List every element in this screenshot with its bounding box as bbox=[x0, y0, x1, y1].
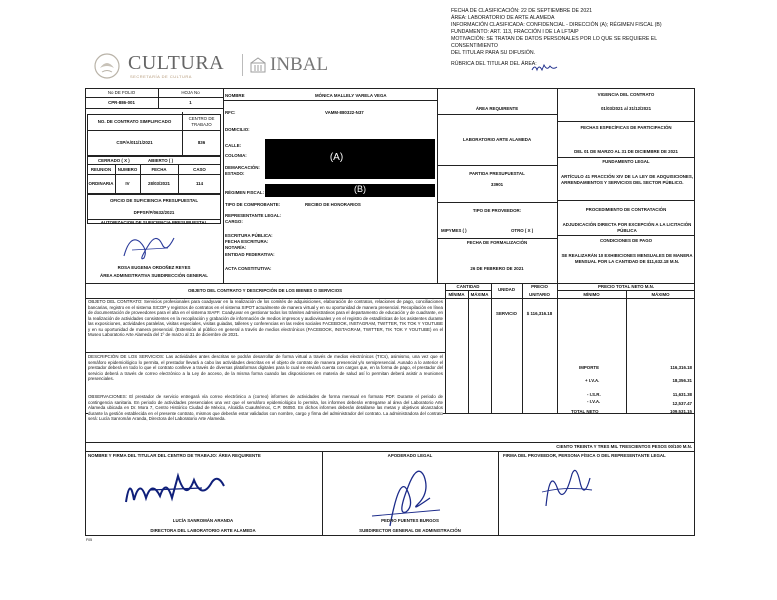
regimen-label: RÉGIMEN FISCAL: bbox=[225, 190, 265, 195]
classification-info: INFORMACIÓN CLASIFICADA: CONFIDENCIAL - DIRECCIÓN (A); RÉGIMEN FISCAL (B) bbox=[451, 22, 662, 29]
classification-basis: FUNDAMENTO: ART. 113, FRACCIÓN I DE LA LFTAIP bbox=[451, 29, 579, 36]
autorizacion-label: AUTORIZACION DE SUFICIENCIA PRESUPUESTAL bbox=[100, 220, 208, 225]
hoja-value: 1 bbox=[189, 100, 192, 105]
procedimiento-label: PROCEDIMIENTO DE CONTRATACIÓN bbox=[585, 207, 667, 212]
entidad-label: ENTIDAD FEDERATIVA: bbox=[225, 252, 275, 257]
classification-signature-label: RÚBRICA DEL TITULAR DEL ÁREA: bbox=[451, 61, 537, 68]
maximo-header: MÁXIMO bbox=[651, 292, 670, 297]
caso-header: CASO bbox=[193, 167, 206, 172]
footer-code: F05 bbox=[86, 538, 93, 542]
oficio-value: DPPSF/P/0632/2021 bbox=[133, 210, 175, 215]
area-requirente-label: ÁREA REQUIRENTE bbox=[475, 106, 519, 111]
total-value: 109,531.15 bbox=[670, 409, 692, 414]
contrato-label: NO. DE CONTRATO SIMPLIFICADO bbox=[97, 119, 172, 124]
cargo-label: CARGO: bbox=[225, 219, 243, 224]
inbal-logo bbox=[250, 54, 340, 76]
fundamento-label: FUNDAMENTO LEGAL bbox=[602, 159, 650, 164]
total-label: TOTAL NETO bbox=[571, 409, 599, 414]
objeto-header: OBJETO DEL CONTRATO Y DESCRIPCIÓN DE LOS BIENES O SERVICIOS bbox=[187, 288, 343, 293]
authorization-title: ÁREA ADMINISTRATIVA SUBDIRECCIÓN GENERAL bbox=[100, 273, 208, 278]
mipymes-checkbox: MIPYMES ( ) bbox=[441, 228, 467, 233]
cultura-wordmark: CULTURA bbox=[128, 52, 225, 74]
nombre-value: MÓNICA MALLELY VARELA VEGA bbox=[315, 93, 387, 98]
representante-label: REPRESENTANTE LEGAL: bbox=[225, 213, 282, 218]
area-requirente-value: LABORATORIO ARTE ALAMEDA bbox=[462, 137, 532, 142]
escritura-label: ESCRITURA PÚBLICA: bbox=[225, 233, 273, 238]
caso-value: 114 bbox=[195, 181, 204, 186]
importe-value: 116,316.18 bbox=[670, 365, 692, 370]
centro-value: 836 bbox=[197, 140, 206, 145]
fechas-label: FECHAS ESPECÍFICAS DE PARTICIPACIÓN bbox=[580, 125, 672, 130]
authorization-name: ROSA EUGENIA ORDOÑEZ REYES bbox=[117, 265, 191, 270]
minimo-header: MÍNIMO bbox=[583, 292, 600, 297]
ret-iva-label: - I.V.A. bbox=[587, 399, 601, 404]
inbal-wordmark: INBAL bbox=[270, 54, 329, 75]
isr-value: 11,631.38 bbox=[672, 392, 692, 397]
classification-motive-2: DEL TITULAR PARA SU DIFUSIÓN. bbox=[451, 50, 536, 57]
servicio-value: SERVICIO bbox=[496, 311, 517, 316]
pago-value: SE REALIZARÁN 10 EXHIBICIONES MENSUALES DE MANERA MENSUAL POR LA CANTIDAD DE $11,632.18 M.N. bbox=[561, 253, 693, 264]
hoja-label: HOJA No bbox=[181, 90, 200, 95]
classification-block bbox=[451, 8, 681, 68]
rfc-value: VAMM-880322-N37 bbox=[325, 110, 364, 115]
tipo-comprobante-value: RECIBO DE HONORARIOS bbox=[305, 202, 361, 207]
cerrado-checkbox: CERRADO ( X ) bbox=[98, 158, 130, 163]
folio-label: No DE FOLIO bbox=[107, 90, 136, 95]
estado-label: ESTADO: bbox=[225, 171, 245, 176]
fecha-escritura-label: FECHA ESCRITURA: bbox=[225, 239, 269, 244]
centro-label: CENTRO DE TRABAJO bbox=[188, 116, 215, 127]
classification-area: ÁREA: LABORATORIO DE ARTE ALAMEDA bbox=[451, 15, 555, 22]
reunion-value: ORDINARIA bbox=[88, 181, 114, 186]
oficio-label: OFICIO DE SUFICIENCIA PRESUPUESTAL bbox=[109, 198, 199, 203]
objeto-text: OBJETO DEL CONTRATO: Servicios profesionales para coadyuvar en la realización de los comités de adquisiciones, elaboración de contratos, relaciones de pago, conciliaciones bancarias, registro en el sistema SICOP y registros de contratos en el sistema SIPOT actualmente de manera virtual y en su oportunidad de manera presencial. Recopilación en línea de documentación de proveedores para el alta en el sistema SIAFF. Coadyuvar en gestionar todos los trámites administrativos para el departamento de educación y de cuadrante, en la realización de actividades consistentes en la recopilación y grabación de información de medios impresos y audiovisuales y en el registro de estadísticas de los asistentes durante las exposiciones, actividades paralelas, visitas especiales, visitas guiadas, talleres y conferencias en las redes sociales FACEBOOK, INSTAGRAM, TWITTER, TIK TOK Y YOUTUBE y en su oportunidad de manera presencial. (Extensión al público en general a través de medios electrónicos (FACEBOOK, INSTAGRAM, TWITTER, TIK TOK Y YOUTUBE) en el Museo Laboratorio Arte Alameda del 1º de marzo al 31 de diciembre de 2021. bbox=[88, 299, 443, 337]
cultura-logo bbox=[92, 52, 232, 80]
total-in-words: CIENTO TREINTA Y TRES MIL TRESCIENTOS PESOS 00/100 M.N. bbox=[556, 444, 692, 449]
notaria-label: NOTARÍA: bbox=[225, 245, 247, 250]
tipo-proveedor-label: TIPO DE PROVEEDOR: bbox=[472, 208, 522, 213]
provider-signature-icon bbox=[536, 460, 596, 512]
importe-label: IMPORTE bbox=[579, 365, 600, 370]
procedimiento-value: ADJUDICACIÓN DIRECTA POR EXCEPCIÓN A LA LICITACIÓN PÚBLICA bbox=[562, 222, 692, 233]
acta-label: ACTA CONSTITUTIVA: bbox=[225, 266, 272, 271]
area-signature-label: NOMBRE Y FIRMA DEL TITULAR DEL CENTRO DE TRABAJO: ÁREA REQUIRENTE bbox=[88, 453, 261, 458]
redaction-mark-b: (B) bbox=[354, 184, 366, 194]
vigencia-label: VIGENCIA DEL CONTRATO bbox=[597, 92, 655, 97]
abierto-checkbox: ABIERTO ( ) bbox=[148, 158, 174, 163]
observaciones-text: OBSERVACIONES: El prestador de servicio entregará vía correo electrónico a (correo) informes de actividades de forma mensual en formato PDF. Durante el periodo de contingencia sanitaria. En periodo de actividades presenciales una vez que el semáforo epidemiológico lo permita, los informes deberán entregarse al área del Laboratorio Arte Alameda ubicada en Dr. Mora 7, Centro Histórico Ciudad de México, Alcaldía Cuauhtémoc, C.P. 06050. En dichos informes deberán detallarse las metas y objetivos alcanzados durante la gestión establecida en el presente contrato, mismos que deberán estar validados con nombre, cargo y firma del administrador del contrato. La administradora del contrato será: Lucía Sanromán Aranda, Directora del Laboratorio Arte Alameda. bbox=[88, 394, 443, 421]
domicilio-label: DOMICILIO: bbox=[225, 127, 250, 132]
fecha-header: FECHA bbox=[151, 167, 167, 172]
legal-signer-name: PEDRO FUENTES BURGOS bbox=[381, 518, 439, 523]
partida-label: PARTIDA PRESUPUESTAL bbox=[469, 171, 525, 176]
colonia-label: COLONIA: bbox=[225, 153, 247, 158]
ret-iva-value: 12,537.47 bbox=[672, 401, 692, 406]
minima-header: MÍNIMA bbox=[448, 292, 465, 297]
unidad-header: UNIDAD bbox=[497, 287, 516, 292]
provider-signature-label: FIRMA DEL PROVEEDOR, PERSONA FÍSICA O DEL REPRESENTANTE LEGAL bbox=[503, 453, 666, 458]
eagle-emblem-icon bbox=[92, 52, 122, 80]
fecha-value: 28/03/2021 bbox=[148, 181, 170, 186]
maxima-header: MÁXIMA bbox=[470, 292, 489, 297]
iva-label: + I.V.A. bbox=[585, 378, 600, 383]
precio-total-header: PRECIO TOTAL NETO M.N. bbox=[597, 284, 655, 289]
reunion-header: REUNION bbox=[90, 167, 112, 172]
pago-label: CONDICIONES DE PAGO bbox=[599, 238, 653, 243]
cultura-subtitle: SECRETARÍA DE CULTURA bbox=[130, 74, 192, 79]
unitario-header: UNITARIO bbox=[529, 292, 550, 297]
iva-value: 18,356.31 bbox=[672, 378, 692, 383]
classification-date: FECHA DE CLASIFICACIÓN: 22 DE SEPTIEMBRE DE 2021 bbox=[451, 8, 592, 14]
partida-value: 33901 bbox=[490, 182, 504, 187]
vigencia-value: 01/03/2021 al 31/12/2021 bbox=[600, 106, 652, 111]
area-signer-name: LUCÍA SANROMÁN ARANDA bbox=[172, 518, 234, 523]
numero-header: NUMERO bbox=[117, 167, 138, 172]
fechas-value: DEL 01 DE MARZO AL 31 DE DICIEMBRE DE 2021 bbox=[574, 149, 678, 154]
legal-signature-label: APODERADO LEGAL bbox=[387, 453, 433, 458]
cantidad-header: CANTIDAD bbox=[456, 284, 480, 289]
tipo-comprobante-label: TIPO DE COMPROBANTE: bbox=[225, 202, 281, 207]
formalizacion-label: FECHA DE FORMALIZACIÓN bbox=[466, 240, 528, 245]
nombre-label: NOMBRE bbox=[225, 93, 245, 98]
descripcion-text: DESCRIPCIÓN DE LOS SERVICIOS: Las actividades antes descritas se podrán desarrollar de forma virtual a través de medios electrónicos (TICs), asimismo, una vez que el semáforo epidemiológico lo permita, el prestador llevará a cabo las actividades descritas en el objeto de contrato de manera presencial y/o semipresencial. Aunado a lo anterior el prestador deberá en todo lo que el contrato conlleve a través de diversas plataformas digitales para lo cual se enviará cuenta con cargos que, en la forma de pago, el prestador del servicio deberá a través de correo electrónico a la Ley de acceso, de la misma forma cuando las disposiciones en materia de salud así lo permitan deberá asistir a reuniones presenciales. bbox=[88, 354, 443, 381]
precio-unitario-value: $ 116,316.18 bbox=[526, 311, 553, 316]
rfc-label: RFC: bbox=[225, 110, 236, 115]
classification-signature-icon bbox=[530, 62, 560, 74]
formalizacion-value: 26 DE FEBRERO DE 2021 bbox=[470, 266, 524, 271]
area-signer-title: DIRECTORA DEL LABORATORIO ARTE ALAMEDA bbox=[150, 528, 256, 533]
contrato-value: CSP/A/011/1/2021 bbox=[116, 140, 153, 145]
redaction-mark-a: (A) bbox=[329, 152, 344, 163]
precio-header: PRECIO bbox=[531, 284, 548, 289]
fundamento-value: ARTÍCULO 41 FRACCIÓN XIV DE LA LEY DE ADQUISICIONES, ARRENDAMIENTOS Y SERVICIOS DEL SECTOR PÚBLICO. bbox=[561, 174, 693, 185]
classification-motive: MOTIVACIÓN: SE TRATAN DE DATOS PERSONALES POR LO QUE SE REQUIERE EL CONSENTIMIENTO bbox=[451, 36, 657, 50]
legal-signer-title: SUBDIRECTOR GENERAL DE ADMINISTRACIÓN bbox=[359, 528, 461, 533]
isr-label: - I.S.R. bbox=[587, 392, 601, 397]
calle-label: CALLE: bbox=[225, 143, 242, 148]
authorization-signature-icon bbox=[118, 228, 182, 264]
area-director-signature-icon bbox=[120, 468, 230, 510]
inbal-emblem-icon bbox=[250, 57, 266, 73]
demarcacion-label: DEMARCACIÓN: bbox=[225, 165, 260, 170]
folio-value: CPR-886-001 bbox=[108, 100, 135, 105]
otro-checkbox: OTRO ( X ) bbox=[511, 228, 534, 233]
numero-value: IV bbox=[125, 181, 130, 186]
